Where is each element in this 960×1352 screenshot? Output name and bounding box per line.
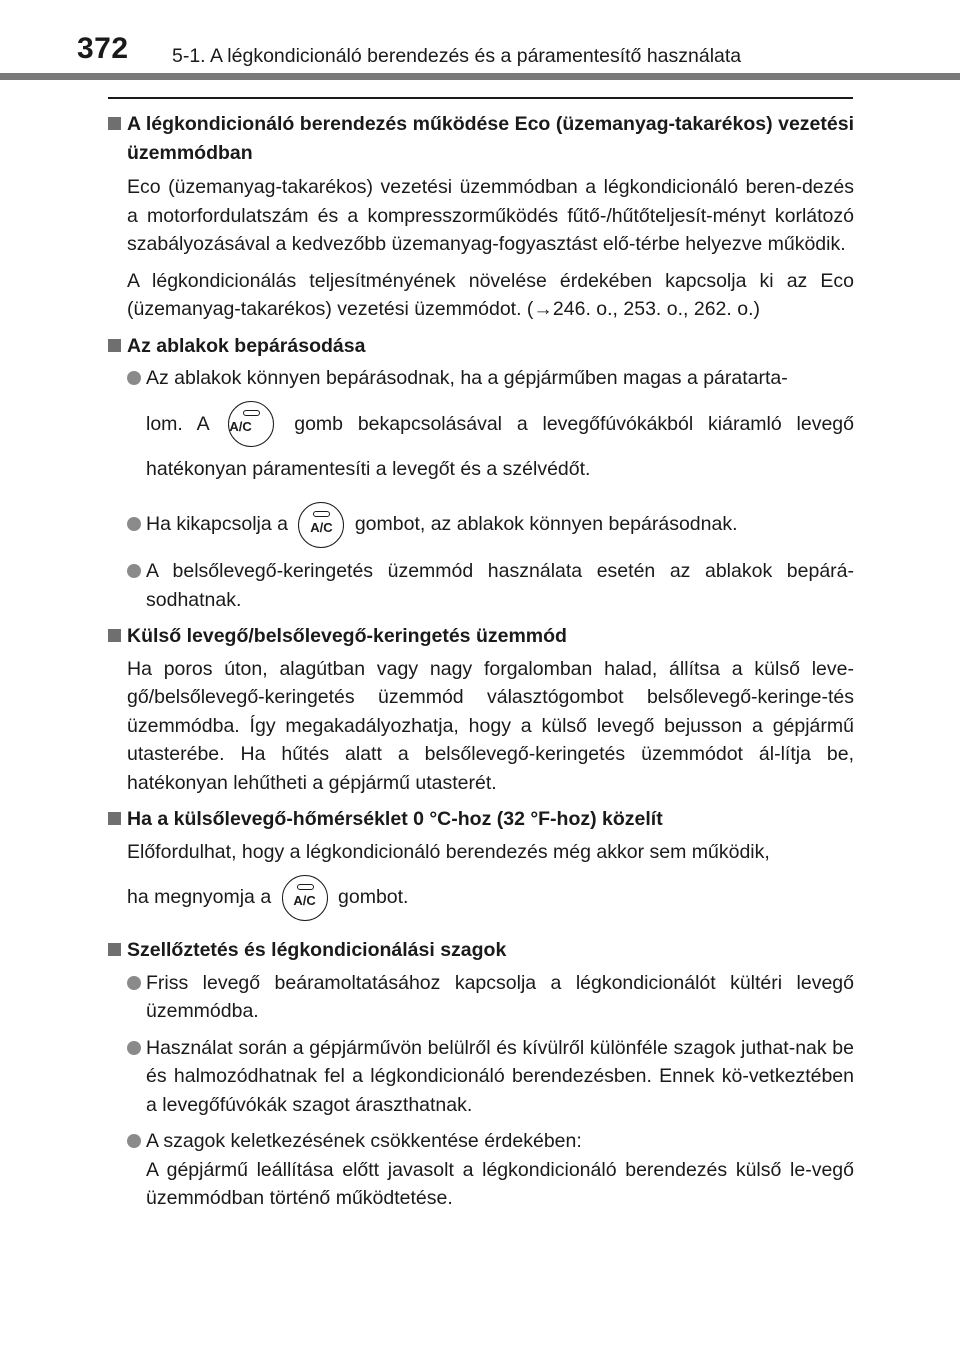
round-bullet-icon xyxy=(127,1134,141,1148)
ac-button-icon: A/C xyxy=(298,502,344,548)
chapter-title: 5-1. A légkondicionáló berendezés és a páramentesítő használata xyxy=(172,45,742,67)
odors-bullet-3: A szagok keletkezésének csökkentése érdekében: A gépjármű leállítása előtt javasolt a légkondicionáló berendezés külső le-vegő üzemmódban történő működtetése. xyxy=(108,1127,854,1213)
square-bullet-icon xyxy=(108,629,121,642)
page-number: 372 xyxy=(77,32,129,65)
header-band xyxy=(0,73,960,80)
eco-paragraph-1: Eco (üzemanyag-takarékos) vezetési üzemmódban a légkondicionáló beren-dezés a motorfordulatszám és a kompresszorműködés fűtő-/hűtőteljesít-ményt korlátozó szabályozásával a kedvezőbb üzemanyag-fogyasztást elő-térbe helyezve működik. xyxy=(127,176,854,255)
recirculation-paragraph: Ha poros úton, alagútban vagy nagy forgalomban halad, állítsa a külső leve-gő/belsőlevegő-keringetés üzemmód választógombot belsőlevegő-keringe-tés üzemmódba. Így megakadályozhatja, hogy a külső levegő bejusson a gépjármű utasterébe. Ha hűtés alatt a belsőlevegő-keringetés üzemmódot ál-lítja be, hatékonyan lehűtheti a gépjármű utasterét. xyxy=(127,657,854,794)
page-content xyxy=(108,110,854,1213)
odors-bullet-2: Használat során a gépjárművön belülről és kívülről különféle szagok juthat-nak be és halmozódhatnak fel a légkondicionáló berendezésben. Ennek kö-vetkeztében a levegőfúvókák szagot áraszthatnak. xyxy=(108,1034,854,1120)
cold-paragraph: Előfordulhat, hogy a légkondicionáló berendezés még akkor sem működik, ha megnyomja a A/C gombot. xyxy=(108,838,854,929)
round-bullet-icon xyxy=(127,976,141,990)
eco-paragraph-2: A légkondicionálás teljesítményének növelése érdekében kapcsolja ki az Eco (üzemanyag-takarékos) vezetési üzemmódot. (→246. o., 253. o., 262. o.) xyxy=(127,269,854,320)
square-bullet-icon xyxy=(108,943,121,956)
odors-bullet-1: Friss levegő beáramoltatásához kapcsolja a légkondicionálót kültéri levegő üzemmódba. xyxy=(108,969,854,1026)
round-bullet-icon xyxy=(127,517,141,531)
section-heading-cold: Ha a külsőlevegő-hőmérséklet 0 °C-hoz (32 °F-hoz) közelít xyxy=(108,805,854,834)
fogging-bullet-3: A belsőlevegő-keringetés üzemmód használata esetén az ablakok bepárá-sodhatnak. xyxy=(108,557,854,614)
fogging-bullet-1: Az ablakok könnyen bepárásodnak, ha a gépjárműben magas a páratarta- lom. A A/C gomb bekapcsolásával a levegőfúvókákból kiáramló levegő hatékonyan páramentesíti a levegőt és a szélvédőt. xyxy=(108,364,854,483)
section-heading-odors: Szellőztetés és légkondicionálási szagok xyxy=(108,936,854,965)
fogging-bullet-2: Ha kikapcsolja a A/C gombot, az ablakok könnyen bepárásodnak. xyxy=(108,493,854,555)
round-bullet-icon xyxy=(127,371,141,385)
square-bullet-icon xyxy=(108,117,121,130)
round-bullet-icon xyxy=(127,1041,141,1055)
square-bullet-icon xyxy=(108,812,121,825)
section-heading-fogging: Az ablakok bepárásodása xyxy=(108,332,854,361)
section-heading-eco: A légkondicionáló berendezés működése Eco (üzemanyag-takarékos) vezetési üzemmódban xyxy=(108,110,854,167)
page-header xyxy=(0,0,960,80)
square-bullet-icon xyxy=(108,339,121,352)
section-heading-recirculation: Külső levegő/belsőlevegő-keringetés üzemmód xyxy=(108,622,854,651)
round-bullet-icon xyxy=(127,564,141,578)
ac-button-icon: A/C xyxy=(282,875,328,921)
ac-button-icon: A/C xyxy=(228,401,274,447)
section-rule xyxy=(108,97,853,99)
